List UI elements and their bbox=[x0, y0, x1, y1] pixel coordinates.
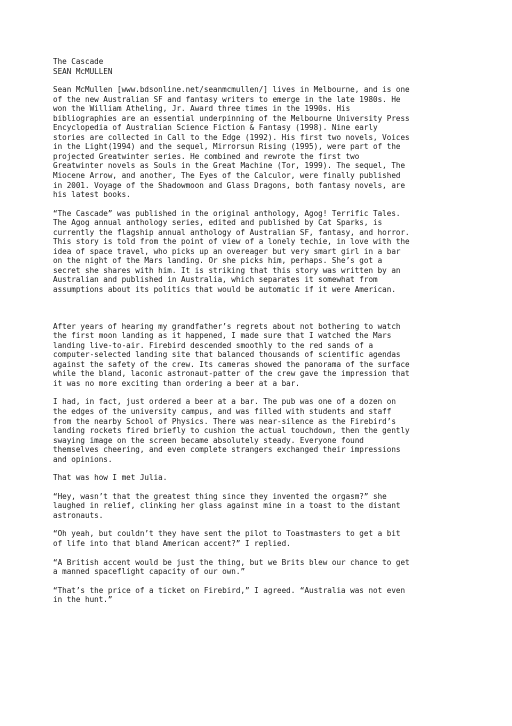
story-author: SEAN McMULLEN bbox=[53, 66, 113, 76]
story-paragraph: I had, in fact, just ordered a beer at a bar. The pub was one of a dozen on the edges of the university campus, and was filled with students and staff from the nearby School of Physics. There was near-silence as the Firebird’s landing rockets fired briefly to cushion the actual touchdown, then the gently swaying image on the screen became absolutely steady. Everyone found themselves cheering, and even complete strangers exchanged their impressions and opinions. bbox=[53, 397, 410, 464]
section-break bbox=[53, 304, 473, 322]
document-page bbox=[53, 57, 473, 614]
story-paragraph: After years of hearing my grandfather’s regrets about not bothering to watch the first moon landing as it happened, I made sure that I watched the Mars landing live-to-air. Firebird descended smoothly to the red sands of a computer-selected landing site that balanced thousands of scientific agendas against the safety of the crew. Its cameras showed the panorama of the surface while the bland, laconic astronaut-patter of the crew gave the impression that it was no more exciting than ordering a beer at a bar. bbox=[53, 321, 410, 388]
intro-paragraph: “The Cascade” was published in the original anthology, Agog! Terrific Tales. The Agog annual anthology series, edited and published by Cat Sparks, is currently the flagship annual anthology of Australian SF, fantasy, and horror. This story is told from the point of view of a lonely techie, in love with the idea of space travel, who picks up an overeager but very smart girl in a bar on the night of the Mars landing. Or she picks him, perhaps. She’s got a secret she shares with him. It is striking that this story was written by an Australian and published in Australia, which separates it somewhat from assumptions about its politics that would be automatic if it were American. bbox=[53, 208, 410, 295]
story-paragraph: “Hey, wasn’t that the greatest thing since they invented the orgasm?” she laughed in relief, clinking her glass against mine in a toast to the distant astronauts. bbox=[53, 491, 401, 520]
story-paragraph: “Oh yeah, but couldn’t they have sent the pilot to Toastmasters to get a bit of life into that bland American accent?” I replied. bbox=[53, 529, 401, 548]
story-paragraph: That was how I met Julia. bbox=[53, 473, 168, 483]
intro-paragraph: Sean McMullen [www.bdsonline.net/seanmcmullen/] lives in Melbourne, and is one of the new Australian SF and fantasy writers to emerge in the late 1980s. He won the William Atheling, Jr. Award three times in the 1990s. His bibliographies are an essential underpinning of the Melbourne University Press Encyclopedia of Australian Science Fiction & Fantasy (1998). Nine early stories are collected in Call to the Edge (1992). His first two novels, Voices in the Light(1994) and the sequel, Mirrorsun Rising (1995), were part of the projected Greatwinter series. He combined and rewrote the first two Greatwinter novels as Souls in the Great Machine (Tor, 1999). The sequel, The Miocene Arrow, and another, The Eyes of the Calculor, were finally published in 2001. Voyage of the Shadowmoon and Glass Dragons, both fantasy novels, are his latest books. bbox=[53, 85, 410, 200]
document-header bbox=[53, 57, 473, 76]
story-paragraph: “A British accent would be just the thing, but we Brits blew our chance to get a manned spaceflight capacity of our own.” bbox=[53, 557, 410, 577]
story-title: The Cascade bbox=[53, 57, 104, 66]
story-paragraph: “That’s the price of a ticket on Firebird,” I agreed. “Australia was not even in the hunt.” bbox=[53, 585, 406, 605]
